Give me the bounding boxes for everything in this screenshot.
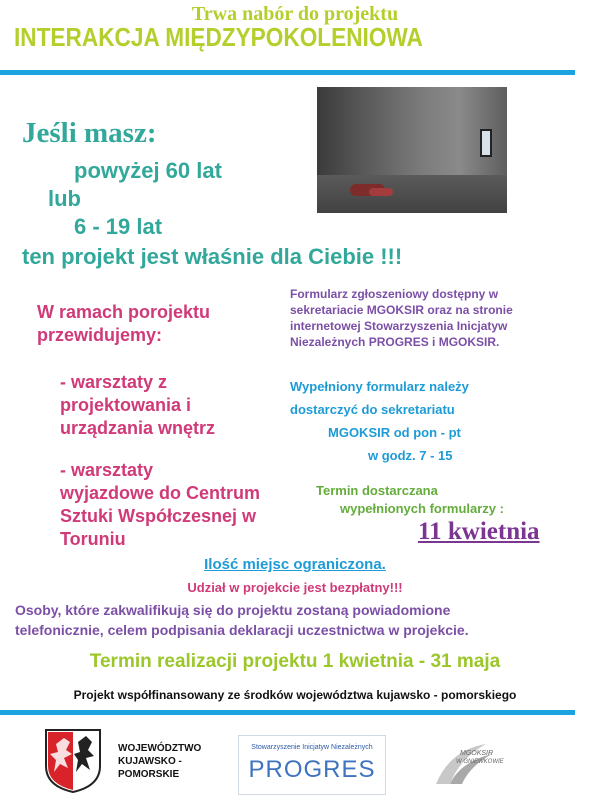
- gallery-photo: [317, 87, 507, 213]
- intro-age-seniors: powyżej 60 lat: [74, 158, 222, 183]
- region-coat-of-arms: [44, 728, 102, 794]
- deadline-label-line: Termin dostarczana: [316, 483, 438, 498]
- form-availability-line: sekretariacie MGOKSIR oraz na stronie: [290, 303, 513, 317]
- deadline-label-line: wypełnionych formularzy :: [340, 501, 504, 516]
- mgoksir-logo-line: W GNIEWKOWIE: [456, 759, 504, 765]
- form-availability-line: Formularz zgłoszeniowy dostępny w: [290, 287, 499, 301]
- kicker-text: Trwa nabór do projektu: [191, 3, 399, 25]
- form-delivery-line: w godz. 7 - 15: [368, 448, 453, 463]
- qualified-notice-line: telefonicznie, celem podpisania deklaracji uczestnictwa w projekcie.: [15, 622, 469, 638]
- plan-item-line: - warsztaty z: [60, 372, 168, 392]
- plan-item-trip: [60, 459, 260, 551]
- plan-item-workshops: [60, 371, 215, 440]
- progres-logo-wordmark: PROGRES: [248, 756, 376, 783]
- top-divider: [0, 70, 575, 75]
- plan-heading: [37, 301, 210, 347]
- intro-or: lub: [48, 186, 81, 211]
- progres-logo: [238, 735, 386, 795]
- intro-age-youth: 6 - 19 lat: [74, 214, 163, 239]
- project-title: INTERAKCJA MIĘDZYPOKOLENIOWA: [14, 22, 423, 52]
- form-availability-line: internetowej Stowarzyszenia Inicjatyw: [290, 319, 508, 333]
- form-delivery-line: dostarczyć do sekretariatu: [290, 402, 455, 417]
- progres-logo-subtitle: Stowarzyszenie Inicjatyw Niezależnych: [251, 744, 373, 751]
- project-term: Termin realizacji projektu 1 kwietnia - 31 maja: [89, 651, 501, 672]
- bottom-divider: [0, 710, 575, 715]
- plan-item-line: wyjazdowe do Centrum: [60, 483, 261, 503]
- funding-note: Projekt współfinansowany ze środków województwa kujawsko - pomorskiego: [73, 688, 517, 702]
- plan-item-line: Sztuki Współczesnej w: [60, 506, 257, 526]
- limited-places: Ilość miejsc ograniczona.: [204, 556, 386, 573]
- intro-tagline: ten projekt jest właśnie dla Ciebie !!!: [22, 244, 403, 269]
- plan-item-line: - warsztaty: [60, 460, 154, 480]
- free-participation: Udział w projekcie jest bezpłatny!!!: [187, 580, 403, 595]
- form-delivery: [290, 375, 469, 467]
- intro-question: Jeśli masz:: [22, 117, 157, 149]
- region-name-line: WOJEWÓDZTWO: [118, 743, 202, 754]
- form-delivery-line: MGOKSIR od pon - pt: [328, 425, 461, 440]
- region-name-line: POMORSKIE: [118, 769, 180, 780]
- region-name: [118, 742, 201, 781]
- qualified-notice-line: Osoby, które zakwalifikują się do projektu zostaną powiadomione: [15, 602, 451, 618]
- plan-item-line: Toruniu: [60, 529, 126, 549]
- qualified-notice: [15, 600, 469, 640]
- region-name-line: KUJAWSKO -: [118, 756, 182, 767]
- plan-item-line: projektowania i: [60, 395, 192, 415]
- plan-item-line: urządzania wnętrz: [60, 418, 216, 438]
- form-delivery-line: Wypełniony formularz należy: [290, 379, 469, 394]
- deadline-label: [316, 482, 504, 518]
- form-availability: [290, 286, 513, 350]
- mgoksir-logo-line: MGOKSIR: [460, 750, 494, 757]
- mgoksir-logo: [430, 740, 510, 788]
- plan-heading-line: W ramach porojektu: [37, 302, 211, 322]
- deadline-date: 11 kwietnia: [418, 518, 540, 545]
- plan-heading-line: przewidujemy:: [37, 325, 163, 345]
- form-availability-line: Niezależnych PROGRES i MGOKSIR.: [290, 335, 500, 349]
